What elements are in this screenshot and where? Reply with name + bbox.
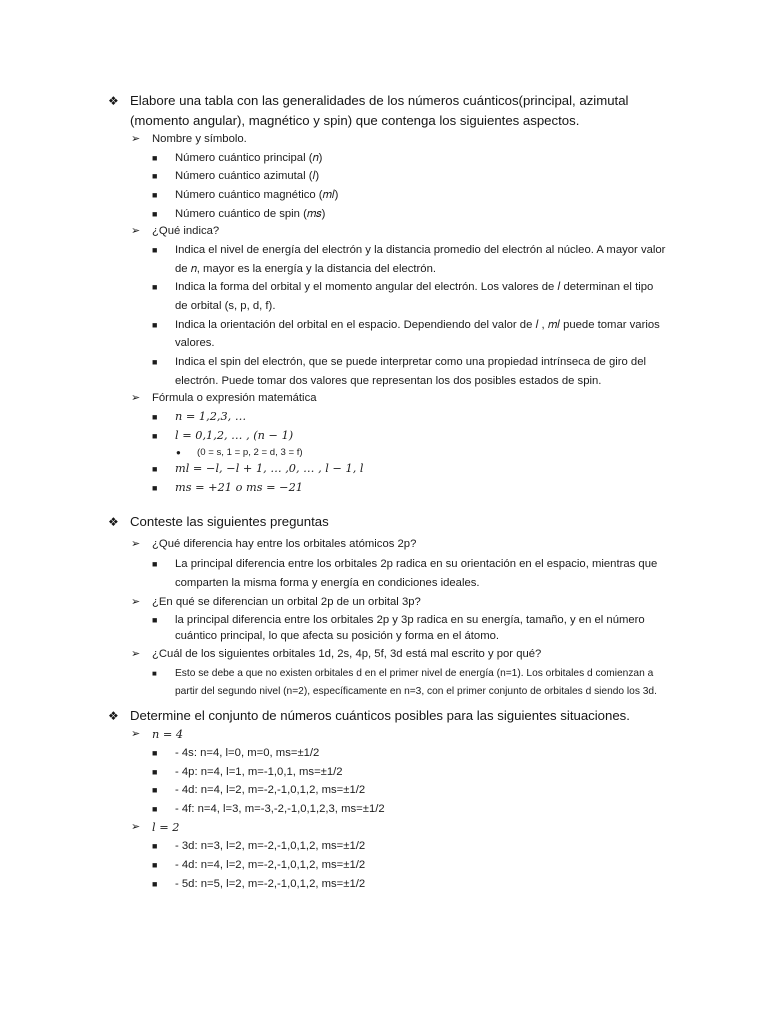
arrow-bullet-icon: ➢	[131, 537, 141, 550]
square-bullet-icon: ■	[152, 669, 157, 679]
list-item: ■ 𝑚𝑠 = +21 𝑜 𝑚𝑠 = −21	[0, 479, 768, 498]
square-bullet-icon: ■	[152, 152, 158, 163]
subsection-heading: ➢ 𝑙 = 2	[0, 819, 768, 838]
square-bullet-icon: ■	[152, 483, 158, 494]
arrow-bullet-icon: ➢	[131, 392, 141, 405]
square-bullet-icon: ■	[152, 766, 158, 777]
subsection-heading: ➢ ¿En qué se diferencian un orbital 2p de un orbital 3p?	[0, 594, 768, 612]
square-bullet-icon: ■	[152, 411, 158, 422]
subsection-heading: ➢ Fórmula o expresión matemática	[0, 390, 768, 408]
square-bullet-icon: ■	[152, 171, 158, 182]
list-item: ■ La principal diferencia entre los orbitales 2p radica en su orientación en el espacio, mientras que comparten la misma forma y energía en condiciones ideales.	[0, 555, 768, 592]
arrow-bullet-icon: ➢	[131, 225, 141, 238]
diamond-bullet-icon: ❖	[108, 709, 119, 723]
subsection-heading: ➢ Nombre y símbolo.	[0, 131, 768, 149]
section-tabla	[0, 91, 768, 498]
arrow-bullet-icon: ➢	[131, 647, 141, 660]
square-bullet-icon: ■	[152, 357, 158, 368]
list-item: ■ Indica la forma del orbital y el momento angular del electrón. Los valores de 𝑙 determinan el tipo de orbital (s, p, d, f).	[0, 278, 768, 315]
square-bullet-icon: ■	[152, 804, 158, 815]
square-bullet-icon: ■	[152, 319, 158, 330]
square-bullet-icon: ■	[152, 244, 158, 255]
square-bullet-icon: ■	[152, 878, 158, 889]
arrow-bullet-icon: ➢	[131, 727, 141, 740]
subsection-heading: ➢ 𝑛 = 4	[0, 726, 768, 745]
list-item: ■ - 4s: n=4, l=0, m=0, ms=±1/2	[0, 744, 768, 763]
list-item: ■ Indica el nivel de energía del electrón y la distancia promedio del electrón al núcleo. A mayor valor de 𝑛, mayor es la energía y la distancia del electrón.	[0, 241, 768, 278]
section-preguntas	[0, 512, 768, 700]
square-bullet-icon: ■	[152, 785, 158, 796]
square-bullet-icon: ■	[152, 430, 158, 441]
section-title: Conteste las siguientes preguntas	[130, 514, 329, 529]
section-heading	[0, 512, 768, 532]
list-item: ■ - 4f: n=4, l=3, m=-3,-2,-1,0,1,2,3, ms=±1/2	[0, 800, 768, 819]
list-item: ■ Número cuántico magnético (𝑚𝑙)	[0, 186, 768, 205]
subsection-heading: ➢ ¿Cuál de los siguientes orbitales 1d, 2s, 4p, 5f, 3d está mal escrito y por qué?	[0, 646, 768, 664]
list-item: ■ - 4p: n=4, l=1, m=-1,0,1, ms=±1/2	[0, 763, 768, 782]
square-bullet-icon: ■	[152, 189, 158, 200]
section-title: Elabore una tabla con las generalidades de los números cuánticos(principal, azimutal (momento angular), magnético y spin) que contenga los siguientes aspectos.	[130, 93, 629, 128]
list-item: ■ 𝑚𝑙 = −𝑙, −𝑙 + 1, … ,0, … , 𝑙 − 1, 𝑙	[0, 460, 768, 479]
list-item: ■ - 3d: n=3, l=2, m=-2,-1,0,1,2, ms=±1/2	[0, 837, 768, 856]
arrow-bullet-icon: ➢	[131, 133, 141, 145]
section-heading	[0, 91, 768, 130]
arrow-bullet-icon: ➢	[131, 820, 141, 833]
list-item: ■ - 4d: n=4, l=2, m=-2,-1,0,1,2, ms=±1/2	[0, 856, 768, 875]
section-conjunto	[0, 706, 768, 893]
list-item: ■ la principal diferencia entre los orbitales 2p y 3p radica en su energía, tamaño, y en el número cuántico principal, lo que afecta su posición y forma en el átomo.	[152, 613, 645, 642]
subsection-heading: ➢ ¿Qué diferencia hay entre los orbitales atómicos 2p?	[0, 536, 768, 554]
section-title: Determine el conjunto de números cuánticos posibles para las siguientes situaciones.	[130, 708, 630, 723]
square-bullet-icon: ■	[152, 748, 158, 758]
square-bullet-icon: ■	[152, 208, 158, 219]
square-bullet-icon: ■	[152, 282, 158, 293]
list-item: ■ Indica el spin del electrón, que se puede interpretar como una propiedad intrínseca de giro del electrón. Puede tomar dos valores que representan los dos posibles estados de spin.	[0, 353, 768, 390]
square-bullet-icon: ■	[152, 860, 158, 871]
list-item: ■ - 5d: n=5, l=2, m=-2,-1,0,1,2, ms=±1/2	[0, 875, 768, 894]
list-item: ■ Número cuántico de spin (𝑚𝑠)	[0, 205, 768, 224]
square-bullet-icon: ■	[152, 464, 158, 475]
list-item: ■ 𝑛 = 1,2,3, …	[0, 408, 768, 427]
square-bullet-icon: ■	[152, 614, 158, 625]
list-item: ■ 𝑙 = 0,1,2, … , (𝑛 − 1)	[0, 427, 768, 446]
subsection-heading: ➢ ¿Qué indica?	[0, 223, 768, 241]
section-heading	[0, 706, 768, 726]
list-item: ■ Esto se debe a que no existen orbitales d en el primer nivel de energía (n=1). Los orbitales d comienzan a partir del segundo nivel (n=2), específicamente en n=3, con el primer conjunto de orbitales d siendo los 3d.	[0, 665, 768, 699]
dot-bullet-icon: ●	[176, 448, 181, 458]
square-bullet-icon: ■	[152, 841, 158, 852]
list-item: ■ Indica la orientación del orbital en el espacio. Dependiendo del valor de 𝑙 , 𝑚𝑙 puede tomar varios valores.	[0, 316, 768, 353]
list-item: ■ Número cuántico azimutal (𝑙)	[0, 167, 768, 186]
diamond-bullet-icon: ❖	[108, 94, 119, 108]
square-bullet-icon: ■	[152, 559, 158, 569]
list-item: ■ - 4d: n=4, l=2, m=-2,-1,0,1,2, ms=±1/2	[0, 781, 768, 800]
diamond-bullet-icon: ❖	[108, 515, 119, 529]
list-subitem: ● (0 = s, 1 = p, 2 = d, 3 = f)	[176, 447, 303, 459]
arrow-bullet-icon: ➢	[131, 596, 141, 609]
list-item: ■ Número cuántico principal (𝑛)	[0, 149, 768, 168]
